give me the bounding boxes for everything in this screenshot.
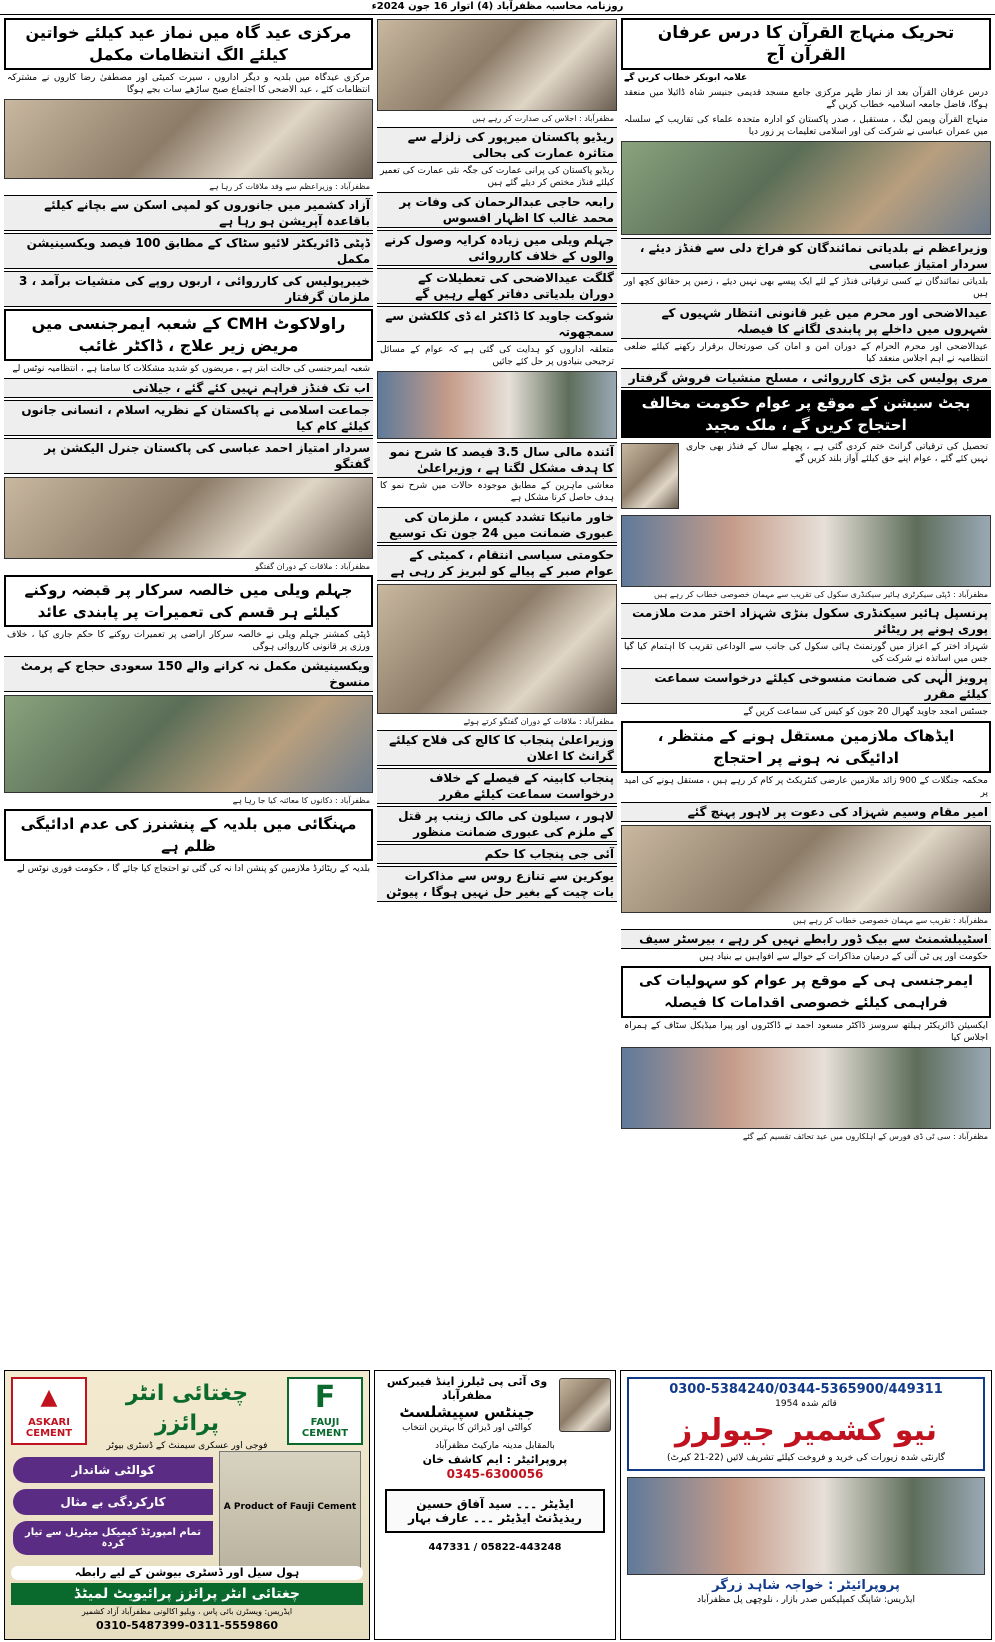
subhead-ig-order: آئی جی پنجاب کا حکم: [377, 844, 617, 864]
photo-hall-event: [377, 371, 617, 439]
feature-quality: کوالٹی شاندار: [13, 1457, 213, 1483]
right-column: [621, 16, 991, 1364]
subhead-shaukat-javed: شوکت جاوید کا ڈاکٹر اے ڈی کلکشن سے سمجھوتہ: [377, 306, 617, 342]
ad-vip-tailors: [374, 1370, 616, 1640]
headline-jhelum-valley: جہلم ویلی میں خالصہ سرکار پر قبضہ روکنے کیلئے ہر قسم کی تعمیرات پر پابندی عائد: [4, 575, 373, 627]
headline-adhoc-employees: ایڈھاک ملازمین مستقل ہونے کے منتظر ، ادائیگی نہ ہونے پر احتجاج: [621, 721, 991, 773]
subhead-fare-action: جہلم ویلی میں زیادہ کرایہ وصول کرنے والوں کے خلاف کارروائی: [377, 230, 617, 266]
resident-editor-name: ریذیڈنٹ ایڈیٹر ۔۔۔ عارف بہار: [408, 1511, 582, 1525]
ads-strip: [0, 1368, 995, 1642]
subhead-hajj-permits: ویکسینیشن مکمل نہ کرانے والے 150 سعودی حجاج کے پرمٹ منسوخ: [4, 656, 373, 692]
subhead-pm-funds: وزیراعظم نے بلدیاتی نمائندگان کو فراخ دلی سے فنڈز دیئے ، سردار امتیاز عباسی: [621, 238, 991, 274]
subhead-amir-muqam: امیر مقام وسیم شہزاد کی دعوت پر لاہور پہنچ گئے: [621, 802, 991, 822]
caption-ceremony: مظفرآباد : ڈپٹی سیکرٹری ہائیر سیکنڈری سکول کی تقریب سے مہمان خصوصی خطاب کر رہے ہیں: [654, 590, 988, 599]
photo-portrait: [621, 443, 679, 509]
left-column: [4, 16, 373, 1364]
chughtai-contact-line: ہول سیل اور ڈسٹری بیوشن کے لیے رابطہ: [11, 1566, 363, 1580]
editor-name: ایڈیٹر ۔۔۔ سید آفاق حسین: [416, 1497, 574, 1511]
subhead-eid-ban: عیدالاضحی اور محرم میں غیر قانونی انتظار شہیوں کے شہروں میں داخلے پر پابندی لگانے کا فیصلہ: [621, 303, 991, 339]
chughtai-company: چغتائی انٹر پرائزز پرائیویٹ لمیٹڈ: [11, 1583, 363, 1605]
subhead-barrister-saif: اسٹیبلشمنٹ سے بیک ڈور رابطے نہیں کر رہے ، بیرسٹر سیف: [621, 929, 991, 949]
tailor-phone: 0345-6300056: [446, 1467, 544, 1481]
budget-article-row: [621, 440, 991, 512]
jewel-line: گارنٹی شدہ زیورات کی خرید و فروخت کیلئے تشریف لائیں (22-21 کیرٹ): [667, 1453, 945, 1463]
article-eid-ban-body: عیدالاضحی اور محرم الحرام کے دوران امن و امان کی صورتحال برقرار رکھنے کیلئے ضلعی انتظامیہ نے اہم اجلاس منعقد کیا: [624, 342, 988, 364]
article-pensioners-body: بلدیہ کے ریٹائرڈ ملازمین کو پنشن ادا نہ کی گئی تو احتجاج کیا جائے گا ، حکومت فوری نوٹس لے: [16, 864, 370, 874]
jewel-owner: پروپرائیٹر : خواجہ شاہد زرگر: [712, 1578, 900, 1593]
askari-cement-logo: ▲ ASKARI CEMENT: [11, 1377, 87, 1445]
photo-pm-delegation: [4, 99, 373, 179]
headline-eidgah: مرکزی عید گاہ میں نماز عید کیلئے خواتین کیلئے الگ انتظامات مکمل: [4, 18, 373, 70]
subhead-lumpy-skin: آزاد کشمیر میں جانوروں کو لمپی اسکن سے بچانے کیلئے باقاعدہ آپریشن ہو رہا ہے: [4, 195, 373, 231]
subhead-vaccination: ڈپٹی ڈائریکٹر لائیو سٹاک کے مطابق 100 فیصد ویکسینیشن مکمل: [4, 233, 373, 269]
masthead: روزنامہ محاسبہ مظفرآباد (4) اتوار 16 جون 2024ء: [0, 0, 995, 15]
article-growth-body: معاشی ماہرین کے مطابق موجودہ حالات میں شرح نمو کا ہدف حاصل کرنا مشکل ہے: [380, 481, 614, 503]
fauji-cement-logo: F FAUJI CEMENT: [287, 1377, 363, 1445]
headline-pensioners: مہنگائی میں بلدیہ کے پنشنرز کی عدم ادائیگی ظلم ہے: [4, 809, 373, 861]
article-pm-funds-body: بلدیاتی نمائندگان نے کسی ترقیاتی فنڈز کے لئے ایک پیسے بھی نہیں دیئے ، زمین پر حقائق کچھ اور ہیں: [624, 277, 988, 299]
photo-office-meeting: [4, 477, 373, 559]
subhead-khyber-police: خیبرپولیس کی کارروائی ، اربوں روپے کی منشیات برآمد ، 3 ملزمان گرفتار: [4, 271, 373, 307]
article-radio-body: ریڈیو پاکستان کی پرانی عمارت کی جگہ نئی عمارت کی تعمیر کیلئے فنڈز مختص کر دیئے گئے ہیں: [380, 166, 614, 188]
headline-minhaj-sub: علامہ ابوبکر خطاب کریں گے: [624, 73, 748, 83]
article-jhelum-body: ڈپٹی کمشنر جہلم ویلی نے خالصہ سرکار اراضی پر تعمیرات روکنے کا حکم جاری کیا ، خلاف ورزی پر قانونی کارروائی ہوگی: [7, 630, 370, 652]
photo-field-visit: [621, 141, 991, 235]
photo-speech: [621, 825, 991, 913]
tailor-note: کوالٹی اور ڈیزائن کا بہترین انتخاب: [402, 1423, 532, 1433]
photo-shops: [4, 695, 373, 793]
headline-budget-protest: بجٹ سیشن کے موقع پر عوام حکومت مخالف احتجاج کریں گے ، ملک مجید: [621, 390, 991, 438]
article-shaukat-body: متعلقہ اداروں کو ہدایت کی گئی ہے کہ عوام کے مسائل ترجیحی بنیادوں پر حل کئے جائیں: [380, 345, 614, 367]
feature-imported: تمام امپورٹڈ کیمیکل میٹریل سے تیار کردہ: [13, 1521, 213, 1555]
editorial-phones: 05822-443248 / 447331: [428, 1542, 562, 1553]
article-cmh-body: شعبہ ایمرجنسی کی حالت ابتر ہے ، مریضوں کو شدید مشکلات کا سامنا ہے ، انتظامیہ نوٹس لے: [12, 364, 370, 374]
caption-speech: مظفرآباد : تقریب سے مہمان خصوصی خطاب کر رہے ہیں: [792, 916, 988, 925]
subhead-khawar-maneka: خاور مانیکا تشدد کیس ، ملزمان کی عبوری ضمانت میں 24 جون تک توسیع: [377, 507, 617, 543]
subhead-cm-grant: وزیراعلیٰ پنجاب کا کالج کی فلاح کیلئے گرانٹ کا اعلان: [377, 730, 617, 766]
subhead-salon-bail: لاہور ، سیلون کی مالک زینب پر قتل کے ملزم کی عبوری ضمانت منظور: [377, 806, 617, 842]
subhead-putin: یوکرین سے تنازع روس سے مذاکرات بات چیت کے بغیر حل نہیں ہوگا ، پیوٹن: [377, 866, 617, 902]
article-minhaj-body-2: منہاج القرآن ویمن لیگ ، مستقبل ، صدر پاکستان کو ادارہ متحدہ علماء کی تقاریب کے سلسلہ میں عمران عباسی نے شرکت کی اور اسلامی تعلیمات پر زور دیا: [624, 115, 988, 137]
subhead-political-revenge: حکومتی سیاسی انتقام ، کمیٹی کے عوام صبر کے پیالے کو لبریز کر رہی ہے: [377, 545, 617, 581]
subhead-cabinet-petition: پنجاب کابینہ کے فیصلے کے خلاف درخواست سماعت کیلئے مقرر: [377, 768, 617, 804]
jewel-photo: [627, 1477, 985, 1575]
tailor-owner: پروپرائیٹر : ایم کاشف خان: [422, 1453, 568, 1466]
tailor-owner-photo: [559, 1378, 611, 1432]
photo-ceremony: [621, 515, 991, 587]
article-eidgah-body: مرکزی عیدگاہ میں بلدیہ و دیگر اداروں ، سیرت کمیٹی اور مصطفیٰ رضا کاروں نے مشترکہ انتظامات کئے ، عید الاضحی کا اجتماع صبح ساڑھے سات بجے ہوگا: [7, 73, 370, 95]
subhead-murree-police: مری پولیس کی بڑی کارروائی ، مسلح منشیات فروش گرفتار: [621, 368, 991, 388]
chughtai-tagline: فوجی اور عسکری سیمنٹ کے ڈسٹری بیوٹر: [106, 1441, 268, 1451]
ad-new-kashmir-jewellers: [620, 1370, 992, 1640]
subhead-principal-retire: پرنسپل ہائیر سیکنڈری سکول بنڑی شہزاد اختر مدت ملازمت پوری ہونے پر ریٹائر: [621, 603, 991, 639]
headline-cmh-rawalakot: راولاکوٹ CMH کے شعبہ ایمرجنسی میں مریض زیر علاج ، ڈاکٹر غائب: [4, 309, 373, 361]
tailor-specialist: جینٹس سپیشلسٹ: [399, 1403, 535, 1421]
fauji-cement-label: FAUJI CEMENT: [301, 1417, 349, 1439]
subhead-jilani: اب تک فنڈز فراہم نہیں کئے گئے ، جیلانی: [4, 378, 373, 398]
subhead-radio-pakistan: ریڈیو پاکستان میرپور کی زلزلے سے متاثرہ عمارت کی بحالی: [377, 127, 617, 163]
ad-chughtai-enterprises: [4, 1370, 370, 1640]
caption-shops: مظفرآباد : دکانوں کا معائنہ کیا جا رہا ہے: [232, 796, 370, 805]
askari-cement-label: ASKARI CEMENT: [25, 1417, 73, 1439]
caption-two-men: مظفرآباد : ملاقات کے دوران گفتگو کرتے ہوئے: [463, 717, 614, 726]
subhead-imtiaz-abbasi: سردار امتیاز احمد عباسی کی پاکستان جنرل الیکشن پر گفتگو: [4, 438, 373, 474]
article-saif-body: حکومت اور پی ٹی آئی کے درمیان مذاکرات کے حوالے سے افواہیں بے بنیاد ہیں: [699, 952, 988, 962]
caption-pm-delegation: مظفرآباد : وزیراعظم سے وفد ملاقات کر رہا ہے: [209, 182, 370, 191]
jewel-address: ایڈریس: شاپنگ کمپلیکس صدر بازار ، نلوچھی پل مظفرآباد: [696, 1595, 916, 1605]
subhead-growth-target: آئندہ مالی سال 3.5 فیصد کا شرح نمو کا ہدف مشکل لگتا ہے ، وزیراعلیٰ: [377, 442, 617, 478]
article-pervaiz-body: جسٹس امجد جاوید گھرال 20 جون کو کیس کی سماعت کریں گے: [743, 707, 988, 717]
article-minhaj-body: درس عرفان القرآن بعد از نماز ظہر مرکزی جامع مسجد قدیمی جنیسر شاہ ڈائیلا میں منعقد ہوگا، فاضل جامعہ اسلامیہ خطاب کریں گے: [624, 88, 988, 110]
caption-meeting: مظفرآباد : اجلاس کی صدارت کر رہے ہیں: [472, 114, 614, 123]
headline-emergency-facilities: ایمرجنسی ہی کے موقع پر عوام کو سہولیات کی فراہمی کیلئے خصوصی اقدامات کا فیصلہ: [621, 966, 991, 1018]
feature-performance: کارکردگی بے مثال: [13, 1489, 213, 1515]
photo-meeting: [377, 19, 617, 111]
tailor-address: بالمقابل مدینہ مارکیٹ مظفرآباد: [435, 1441, 555, 1451]
chughtai-phones: 0310-5487399-0311-5559860: [95, 1619, 279, 1632]
subhead-condolence: رابعہ حاجی عبدالرحمان کی وفات پر محمد غالب کا اظہار افسوس: [377, 192, 617, 228]
chughtai-brand: چغتائی انٹر پرائزز: [125, 1381, 249, 1436]
tailor-name: وی آئی پی ٹیلرز اینڈ فیبرکس مظفرآباد: [386, 1375, 548, 1402]
photo-two-men: [377, 584, 617, 714]
subhead-pervaiz-elahi: پرویز الٰہی کی ضمانت منسوخی کیلئے درخواست سماعت کیلئے مقرر: [621, 668, 991, 704]
editorial-box: [385, 1489, 605, 1533]
jewel-brand: نیو کشمیر جیولرز: [674, 1413, 938, 1448]
tailor-header: [375, 1371, 615, 1439]
cement-bag-image: [219, 1451, 361, 1573]
middle-column: [377, 16, 617, 1364]
subhead-gilgit-offices: گلگت عیدالاضحی کی تعطیلات کے دوران بلدیاتی دفاتر کھلے رہیں گے: [377, 268, 617, 304]
caption-office-meeting: مظفرآباد : ملاقات کے دوران گفتگو: [255, 562, 370, 571]
jewel-since: قائم شدہ 1954: [775, 1399, 837, 1409]
jewel-phones: 0300-5384240/0344-5365900/449311: [669, 1382, 943, 1397]
chughtai-features: [13, 1451, 213, 1561]
chughtai-address: ایڈریس: ویسٹرن بائی پاس ، ویلیو اکالونی مظفرآباد آزاد کشمیر: [81, 1607, 293, 1616]
photo-ctd-gifts: [621, 1047, 991, 1129]
headline-minhaj: تحریک منہاج القرآن کا درس عرفان القرآن آج: [621, 18, 991, 70]
subhead-jamaat-islami: جماعت اسلامی نے پاکستان کے نظریہ اسلام ، انسانی جانوں کیلئے کام کیا: [4, 400, 373, 436]
cement-product-label: A Product of Fauji Cement: [223, 1502, 357, 1512]
article-adhoc-body: محکمہ جنگلات کے 900 زائد ملازمین عارضی کنٹریکٹ پر کام کر رہے ہیں ، مستقل ہونے کی امید پر: [624, 776, 988, 798]
caption-ctd-gifts: مظفرآباد : سی ٹی ڈی فورس کے اہلکاروں میں عید تحائف تقسیم کیے گئے: [742, 1132, 988, 1141]
article-emergency-body: ایکسیئن ڈائریکٹر ہیلتھ سروسز ڈاکٹر مسعود احمد نے ڈاکٹروں اور پیرا میڈیکل سٹاف کے ہمراہ اجلاس کیا: [624, 1021, 988, 1043]
article-principal-body: شہزاد اختر کے اعزاز میں گورنمنٹ ہائی سکول کی جانب سے الوداعی تقریب کا اہتمام کیا گیا جس میں اساتذہ نے شرکت کی: [624, 642, 988, 664]
article-budget-body: تحصیل کی ترقیاتی گرانٹ ختم کردی گئی ہے ، پچھلے سال کے فنڈز بھی جاری نہیں کئے گئے ، عوام اپنے حق کیلئے آواز بلند کریں گے: [686, 442, 988, 464]
